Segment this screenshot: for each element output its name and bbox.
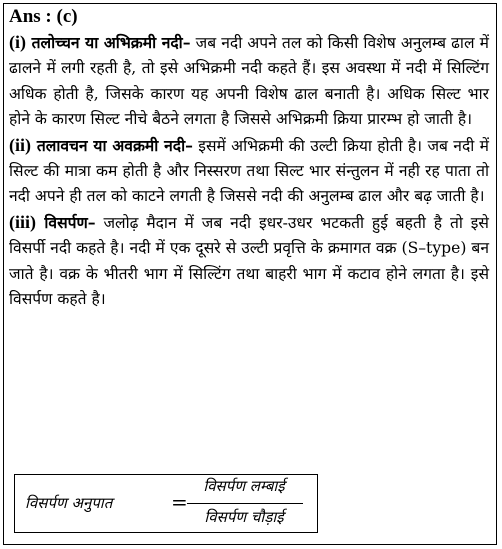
- formula-equals: =: [171, 490, 188, 514]
- formula-box: [14, 474, 318, 533]
- fraction-bar: [187, 503, 303, 504]
- section-3-heading: [9, 213, 96, 232]
- section-3-title: विसर्पण–: [44, 212, 96, 232]
- section-1-number: (i): [9, 32, 26, 52]
- section-2-title: तलावचन या अवक्रमी नदी–: [36, 135, 193, 155]
- section-3: [9, 210, 489, 313]
- answer-content: [9, 4, 489, 312]
- section-1-heading: [9, 33, 191, 52]
- section-2: [9, 133, 489, 210]
- formula-lhs: विसर्पण अनुपात: [25, 494, 113, 512]
- section-2-body: इसमें अभिक्रमी की उल्टी क्रिया होती है। जब नदी में सिल्ट की मात्रा कम होती है और निस्सरण तथा सिल्ट भार संन्तुलन में नही रह पाता तो नदी अपने ही तल को काटने लगती है जिससे नदी की अनुलम्ब ढाल और बढ़ जाती है।: [9, 136, 489, 206]
- section-2-number: (ii): [9, 134, 31, 155]
- answer-label: Ans : (c): [9, 6, 78, 27]
- section-3-number: (iii): [9, 211, 36, 232]
- formula-denominator: विसर्पण चौड़ाई: [204, 508, 284, 526]
- section-3-body: जलोढ़ मैदान में जब नदी इधर-उधर भटकती हुई बहती है तो इसे विसर्पी नदी कहते है। नदी में एक दूसरे से उल्टी प्रवृत्ति के क्रमागत वक्र (S–type) बन जाते है। वक्र के भीतरी भाग में सिल्टिंग तथा बाहरी भाग में कटाव होने लगता है। इसे विसर्पण कहते है।: [9, 213, 489, 309]
- section-1: [9, 30, 489, 133]
- section-2-heading: [9, 136, 193, 155]
- formula-numerator: विसर्पण लम्बाई: [203, 477, 285, 495]
- section-1-body: जब नदी अपने तल को किसी विशेष अनुलम्ब ढाल में ढालने में लगी रहती है, तो इसे अभिक्रमी नदी कहते हैं। इस अवस्था में नदी में सिल्टिंग अधिक होती है, जिसके कारण यह अपनी विशेष ढाल बनाती है। अधिक सिल्ट भार होने के कारण सिल्ट नीचे बैठने लगता है जिससे अभिक्रमी क्रिया प्रारम्भ हो जाती है।: [9, 34, 489, 129]
- section-1-title: तलोच्चन या अभिक्रमी नदी–: [31, 33, 191, 52]
